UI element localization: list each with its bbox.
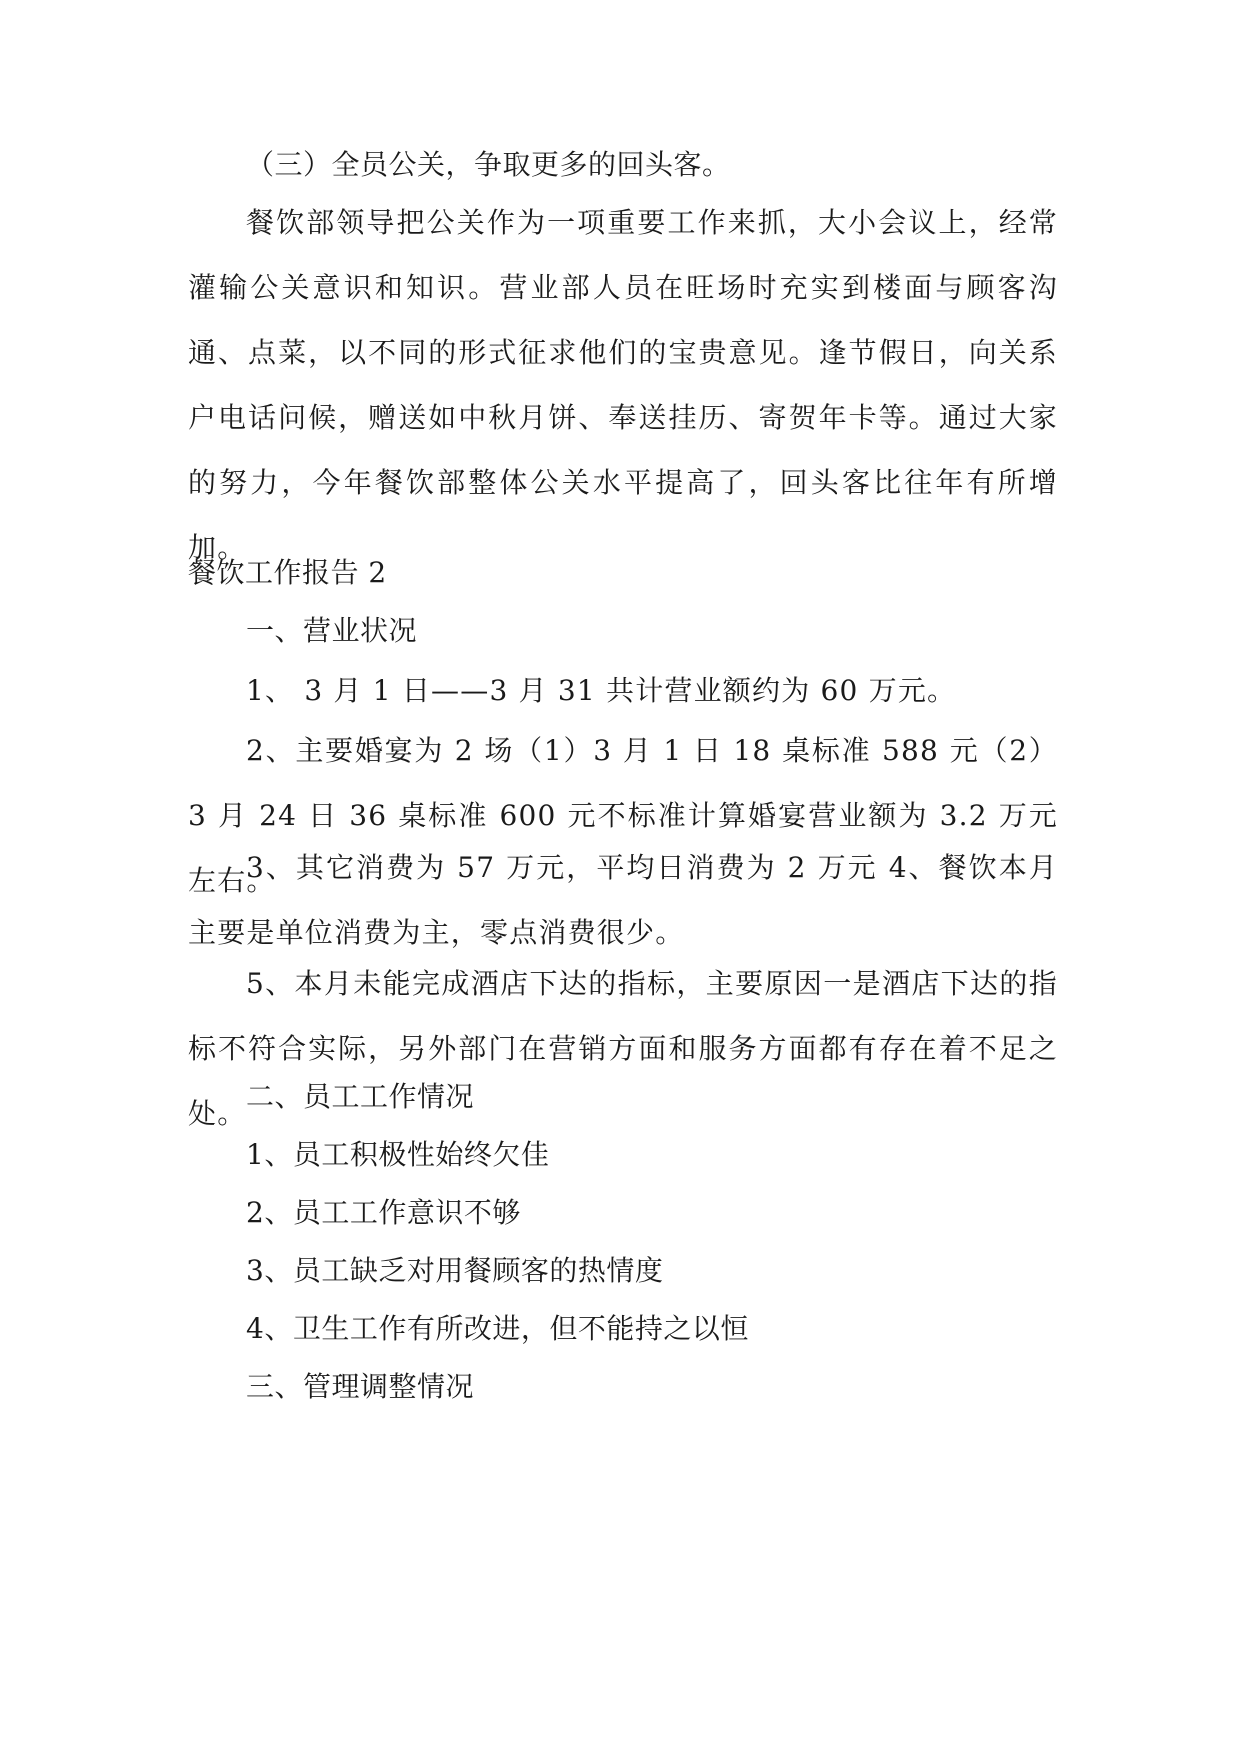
- part-1-item-1: 1、 3 月 1 日——3 月 31 共计营业额约为 60 万元。: [246, 674, 957, 707]
- part-2-item: 1、员工积极性始终欠佳: [246, 1138, 550, 1171]
- report-title: 餐饮工作报告 2: [188, 556, 387, 589]
- document-page: [188, 0, 1058, 1754]
- part-2-item: 2、员工工作意识不够: [246, 1196, 521, 1229]
- part-1-item-2: 2、主要婚宴为 2 场（1）3 月 1 日 18 桌标准 588 元（2）3 月 24 日 36 桌标准 600 元不标准计算婚宴营业额为 3.2 万元左右。: [188, 734, 1058, 897]
- part-1-item-3: 3、其它消费为 57 万元，平均日消费为 2 万元 4、餐饮本月主要是单位消费为主，零点消费很少。: [188, 851, 1058, 949]
- section-3-paragraph: 餐饮部领导把公关作为一项重要工作来抓，大小会议上，经常灌输公关意识和知识。营业部人员在旺场时充实到楼面与顾客沟通、点菜，以不同的形式征求他们的宝贵意见。逢节假日，向关系户电话问候，赠送如中秋月饼、奉送挂历、寄贺年卡等。通过大家的努力，今年餐饮部整体公关水平提高了，回头客比往年有所增加。: [188, 206, 1058, 564]
- section-heading-3: （三）全员公关，争取更多的回头客。: [246, 148, 731, 181]
- part-3-heading: 三、管理调整情况: [246, 1370, 475, 1403]
- part-2-heading: 二、员工工作情况: [246, 1080, 475, 1113]
- part-1-heading: 一、营业状况: [246, 614, 418, 647]
- part-2-item: 3、员工缺乏对用餐顾客的热情度: [246, 1254, 664, 1287]
- part-1-item-5: 5、本月未能完成酒店下达的指标，主要原因一是酒店下达的指标不符合实际，另外部门在营销方面和服务方面都有存在着不足之处。: [188, 967, 1058, 1130]
- part-2-item: 4、卫生工作有所改进，但不能持之以恒: [246, 1312, 749, 1345]
